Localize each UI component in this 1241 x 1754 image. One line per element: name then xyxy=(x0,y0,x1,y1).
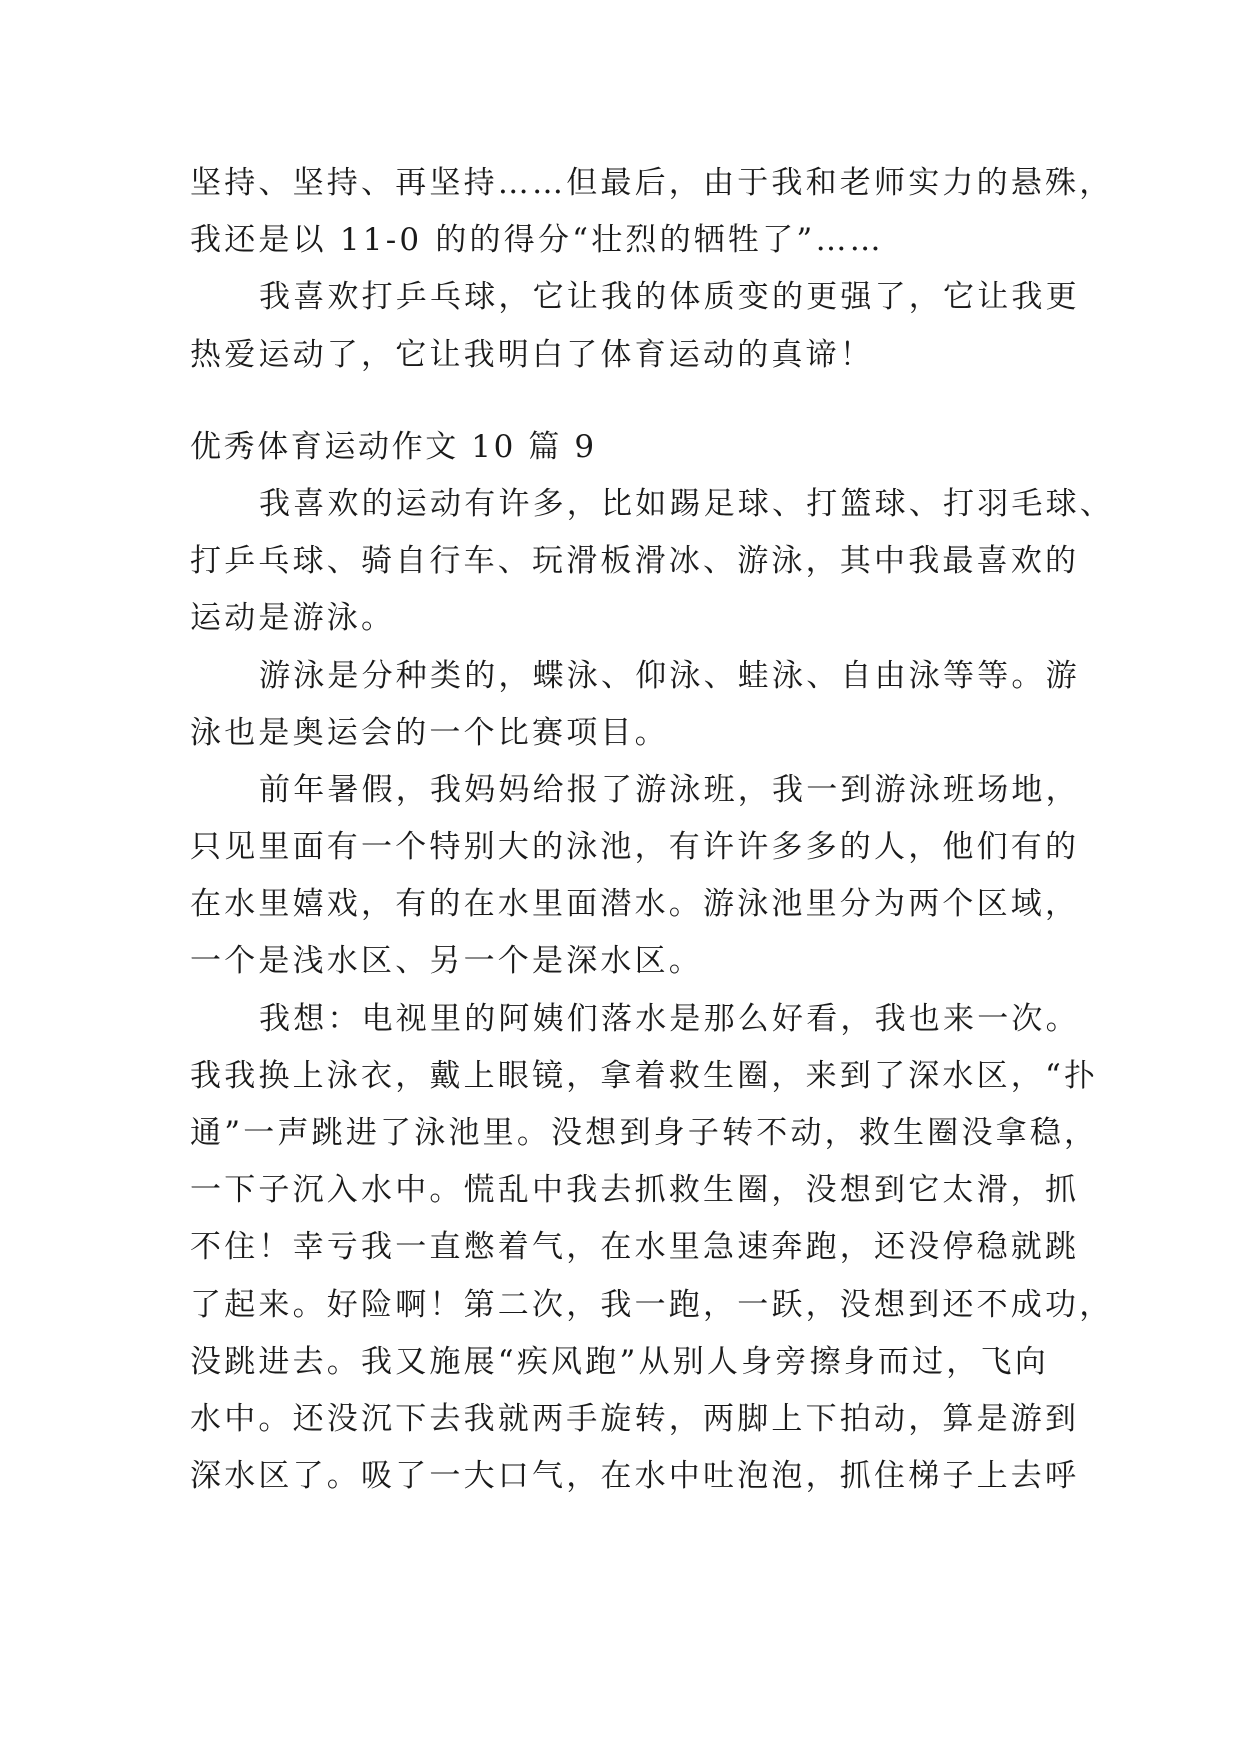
text-line: 一下子沉入水中。慌乱中我去抓救生圈，没想到它太滑，抓 xyxy=(190,1172,1080,1209)
previous-essay-ending xyxy=(190,155,1114,384)
text-line: 我喜欢打乒乓球，它让我的体质变的更强了，它让我更 xyxy=(259,279,1080,316)
text-line: 坚持、坚持、再坚持……但最后，由于我和老师实力的悬殊， xyxy=(190,165,1114,201)
paragraph xyxy=(190,648,1080,762)
essay-body xyxy=(190,476,1114,1505)
paragraph xyxy=(190,476,1114,648)
text-line: 游泳是分种类的，蝶泳、仰泳、蛙泳、自由泳等等。游 xyxy=(259,657,1080,694)
essay-heading: 优秀体育运动作文 10 篇 9 xyxy=(190,428,597,465)
text-line: 前年暑假，我妈妈给报了游泳班，我一到游泳班场地， xyxy=(259,771,1080,808)
text-line: 通”一声跳进了泳池里。没想到身子转不动，救生圈没拿稳， xyxy=(190,1115,1099,1151)
text-line: 我想：电视里的阿姨们落水是那么好看，我也来一次。 xyxy=(259,1000,1080,1037)
text-line: 了起来。好险啊！第二次，我一跑，一跃，没想到还不成功， xyxy=(190,1286,1114,1323)
document-page xyxy=(190,155,1114,1505)
text-line: 打乒乓球、骑自行车、玩滑板滑冰、游泳，其中我最喜欢的 xyxy=(190,543,1080,580)
text-line: 在水里嬉戏，有的在水里面潜水。游泳池里分为两个区域， xyxy=(190,886,1080,923)
text-line: 没跳进去。我又施展“疾风跑”从别人身旁擦身而过，飞向 xyxy=(190,1343,1049,1380)
text-line: 一个是浅水区、另一个是深水区。 xyxy=(190,943,703,980)
paragraph xyxy=(190,762,1080,991)
text-line: 水中。还没沉下去我就两手旋转，两脚上下拍动，算是游到 xyxy=(190,1400,1080,1437)
text-line: 深水区了。吸了一大口气，在水中吐泡泡，抓住梯子上去呼 xyxy=(190,1458,1080,1495)
paragraph xyxy=(190,991,1114,1506)
text-line: 我喜欢的运动有许多，比如踢足球、打篮球、打羽毛球、 xyxy=(259,485,1114,522)
text-line: 不住！幸亏我一直憋着气，在水里急速奔跑，还没停稳就跳 xyxy=(190,1229,1080,1266)
text-line: 我我换上泳衣，戴上眼镜，拿着救生圈，来到了深水区，“扑 xyxy=(190,1057,1099,1094)
section-gap xyxy=(190,384,1060,419)
text-line: 运动是游泳。 xyxy=(190,600,396,637)
text-line: 热爱运动了，它让我明白了体育运动的真谛！ xyxy=(190,336,874,373)
text-line: 我还是以 11-0 的的得分“壮烈的牺牲了”…… xyxy=(190,222,884,259)
text-line: 只见里面有一个特别大的泳池，有许许多多的人，他们有的 xyxy=(190,829,1080,866)
text-line: 泳也是奥运会的一个比赛项目。 xyxy=(190,714,669,751)
